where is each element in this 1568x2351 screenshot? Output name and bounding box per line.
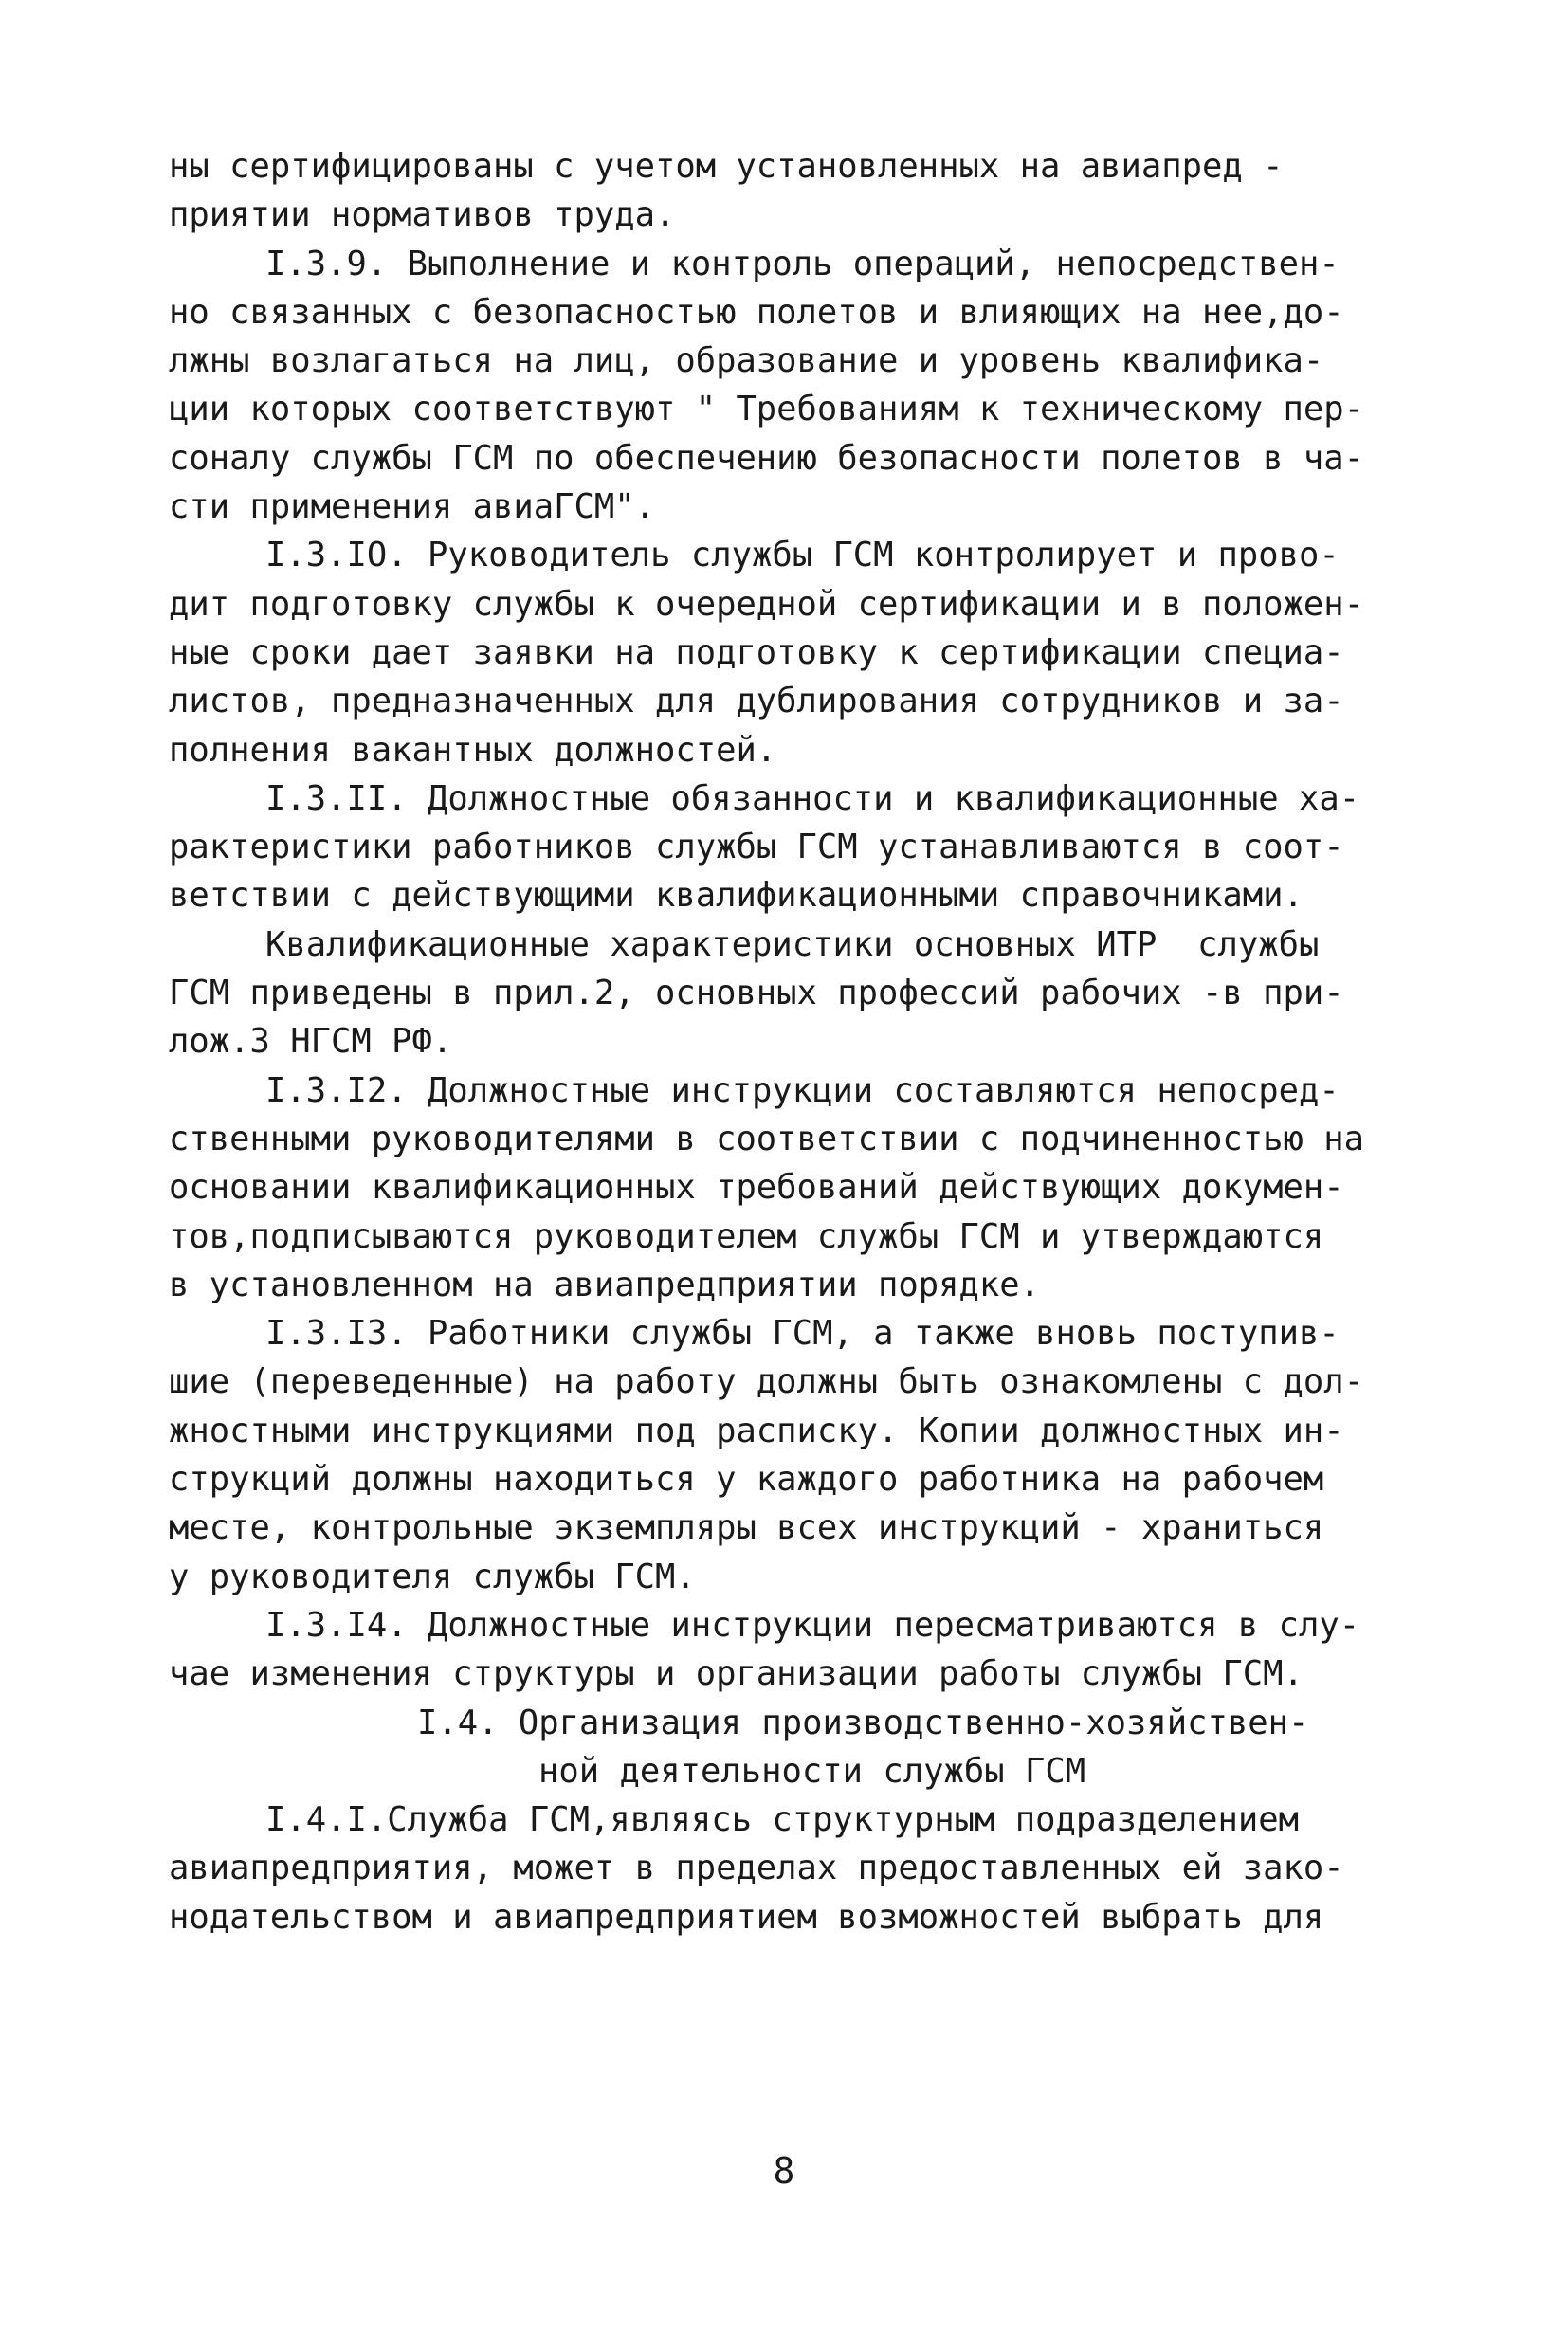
text-line: чае изменения структуры и организации работы службы ГСМ. bbox=[169, 1654, 1304, 1694]
text-line: ные сроки дает заявки на подготовку к сертификации специа- bbox=[169, 632, 1344, 672]
text-line: рактеристики работников службы ГСМ устанавливаются в соот- bbox=[169, 828, 1344, 867]
text-line: приятии нормативов труда. bbox=[169, 195, 676, 235]
text-line: ветствии с действующими квалификационными справочниками. bbox=[169, 876, 1304, 916]
text-line: соналу службы ГСМ по обеспечению безопасности полетов в ча- bbox=[169, 438, 1364, 478]
paragraph-start-1-3-12: I.3.I2. Должностные инструкции составляются непосред- bbox=[265, 1070, 1340, 1110]
text-line: нодательством и авиапредприятием возможностей выбрать для bbox=[169, 1897, 1324, 1937]
text-line: сти применения авиаГСМ". bbox=[169, 487, 655, 527]
text-line: лож.3 НГСМ РФ. bbox=[169, 1022, 453, 1062]
paragraph-start-1-3-11: I.3.II. Должностные обязанности и квалификационные ха- bbox=[265, 778, 1360, 818]
text-line: но связанных с безопасностью полетов и влияющих на нее,до- bbox=[169, 292, 1344, 332]
text-line: в установленном на авиапредприятии порядке. bbox=[169, 1265, 1041, 1304]
document-body bbox=[169, 142, 1401, 1941]
paragraph-start-1-4-1: I.4.I.Служба ГСМ,являясь структурным подразделением bbox=[265, 1800, 1300, 1840]
text-line: авиапредприятия, может в пределах предоставленных ей зако- bbox=[169, 1849, 1344, 1888]
text-line: у руководителя службы ГСМ. bbox=[169, 1557, 696, 1596]
page-number: 8 bbox=[773, 2150, 795, 2192]
text-line: дит подготовку службы к очередной сертификации и в положен- bbox=[169, 584, 1364, 624]
text-line: ции которых соответствуют " Требованиям к техническому пер- bbox=[169, 390, 1364, 429]
section-heading-1-4: I.4. Организация производственно-хозяйствен- bbox=[417, 1703, 1309, 1742]
text-line: листов, предназначенных для дублирования сотрудников и за- bbox=[169, 682, 1344, 721]
text-line: полнения вакантных должностей. bbox=[169, 730, 777, 770]
section-heading-1-4-cont: ной деятельности службы ГСМ bbox=[538, 1751, 1086, 1791]
paragraph-start-1-3-13: I.3.I3. Работники службы ГСМ, а также вновь поступив- bbox=[265, 1314, 1340, 1354]
text-line: ГСМ приведены в прил.2, основных профессий рабочих -в при- bbox=[169, 974, 1344, 1013]
paragraph-start-1-3-9: I.3.9. Выполнение и контроль операций, непосредствен- bbox=[265, 244, 1340, 283]
text-line: месте, контрольные экземпляры всех инструкций - храниться bbox=[169, 1508, 1324, 1548]
paragraph-start-qualifications: Квалификационные характеристики основных ИТР службы bbox=[265, 924, 1320, 964]
text-line: ственными руководителями в соответствии с подчиненностью на bbox=[169, 1119, 1364, 1158]
text-line: струкций должны находиться у каждого работника на рабочем bbox=[169, 1460, 1324, 1500]
paragraph-start-1-3-10: I.3.IО. Руководитель службы ГСМ контролирует и прово- bbox=[265, 536, 1340, 575]
text-line: жностными инструкциями под расписку. Копии должностных ин- bbox=[169, 1411, 1344, 1450]
paragraph-start-1-3-14: I.3.I4. Должностные инструкции пересматриваются в слу- bbox=[265, 1605, 1360, 1645]
text-line: ны сертифицированы с учетом установленных на авиапред - bbox=[169, 147, 1284, 186]
text-line: шие (переведенные) на работу должны быть ознакомлены с дол- bbox=[169, 1362, 1364, 1402]
text-line: основании квалификационных требований действующих докумен- bbox=[169, 1168, 1344, 1208]
text-line: тов,подписываются руководителем службы ГСМ и утверждаются bbox=[169, 1216, 1324, 1256]
text-line: лжны возлагаться на лиц, образование и уровень квалифика- bbox=[169, 341, 1324, 381]
